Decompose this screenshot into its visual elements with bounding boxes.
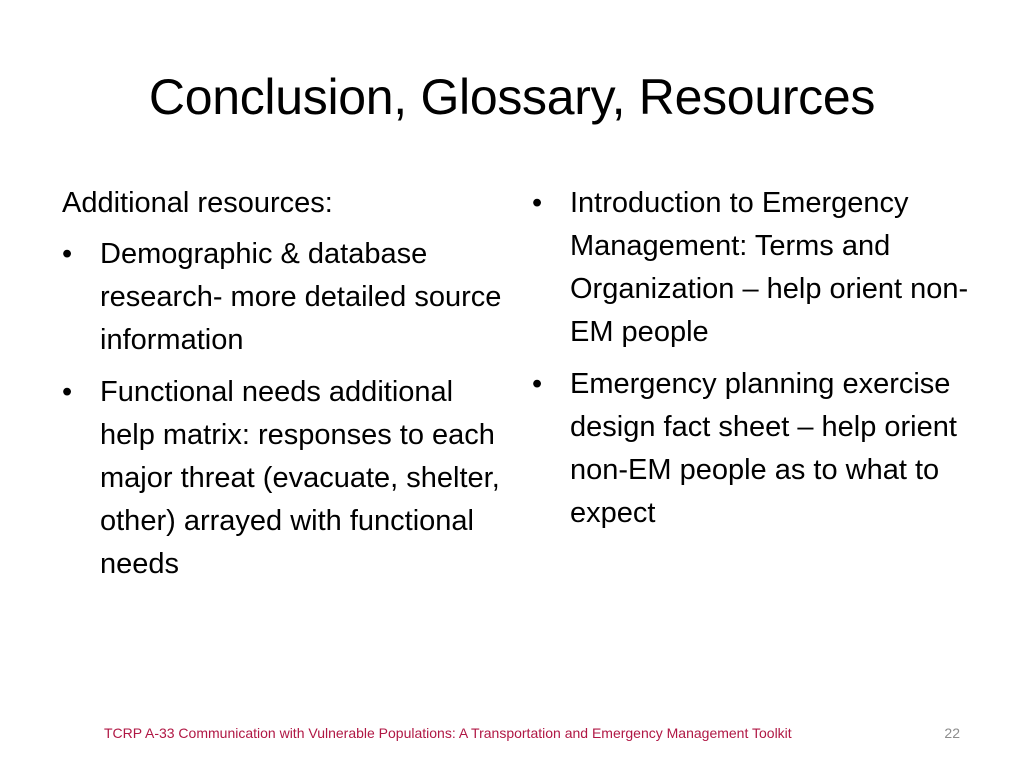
right-bullet-list <box>532 182 972 535</box>
additional-resources-heading: Additional resources: <box>62 187 333 219</box>
bullet-icon: • <box>532 368 543 400</box>
list-item <box>62 233 502 362</box>
right-column <box>532 182 972 544</box>
bullet-text: Emergency planning exercise design fact sheet – help orient non-EM people as to what to expect <box>570 368 957 529</box>
list-item <box>532 182 972 354</box>
list-item <box>532 363 972 535</box>
footer-text: TCRP A-33 Communication with Vulnerable Populations: A Transportation and Emergency Management Toolkit <box>104 725 792 741</box>
bullet-text: Introduction to Emergency Management: Terms and Organization – help orient non-EM people <box>570 187 969 348</box>
slide-title: Conclusion, Glossary, Resources <box>148 69 876 125</box>
bullet-icon: • <box>62 238 73 270</box>
bullet-text: Demographic & database research- more detailed source information <box>100 238 502 356</box>
list-item <box>62 371 502 586</box>
bullet-icon: • <box>62 376 73 408</box>
bullet-icon: • <box>532 187 543 219</box>
left-column <box>62 182 502 595</box>
page-number: 22 <box>944 725 960 741</box>
left-bullet-list <box>62 233 502 586</box>
bullet-text: Functional needs additional help matrix: responses to each major threat (evacuate, shelter, other) arrayed with functional needs <box>100 376 500 580</box>
